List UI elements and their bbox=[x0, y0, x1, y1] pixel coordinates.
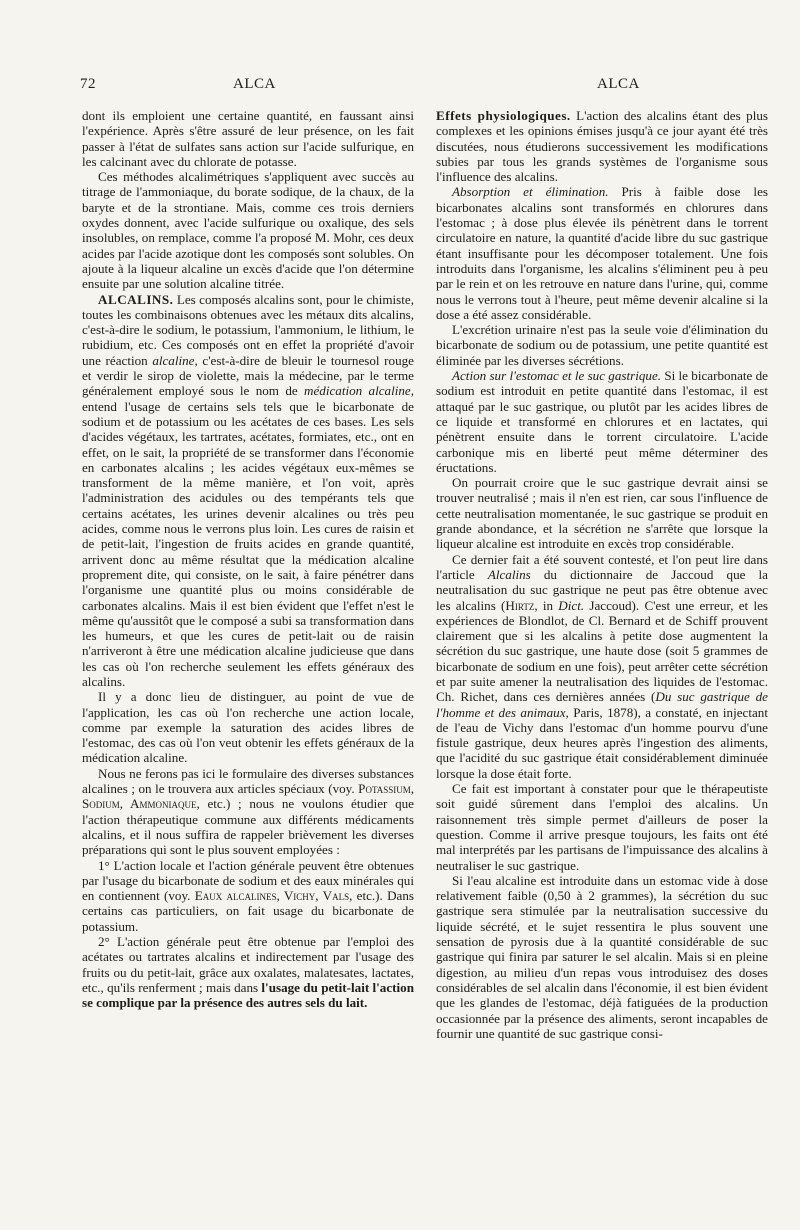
text-run: entend l'usage de certains sels tels que le bicarbonate de sodium et de potassium ou les acétates de ces bases. Les sels d'acides végétaux, les tartrates, acétates, formiates, etc., ont en effet, on le sait, la propriété de se transformer dans l'économie en carbonates alcalins ; les acides végétaux eux-mêmes se transforment de la même manière, et l'on voit, après l'administration des acidules ou des tempérants tels que certains acétates, les urines devenir alcalines ou très peu acides, comme nous le verrons plus loin. Les cures de raisin et de petit-lait, l'ingestion de fruits acides en grande quantité, arrivent donc au même résultat que la médication alcaline proprement dite, qui consiste, on le sait, à faire pénétrer dans l'organisme une quantité plus ou moins considérable de carbonates alcalins. Mais il est bien évident que l'effet n'est le même qu'aussitôt que le composé a subi sa transformation dans les humeurs, et que les cures de petit-lait ou de raisin n'arriveront à être une médication alcaline judicieuse que dans les cas où l'on recherche seulement les effets généraux des alcalins. bbox=[82, 398, 414, 689]
paragraph bbox=[436, 368, 768, 475]
text-run: Pris à faible dose les bicarbonates alcalins sont transformés en chlorures dans l'estomac ; à dose plus élevée ils pénètrent dans le torrent circulatoire en nature, la quantité d'acide libre du suc gastrique étant insuffisante pour les décomposer totalement. Une fois introduits dans l'organisme, les alcalins s'éliminent peu à peu par le rein et on les retrouve en nature dans l'urine, qui, comme nous le verrons tout à l'heure, peut même devenir alcaline si la dose a été assez considérable. bbox=[436, 184, 768, 322]
text-run: 2° L'action générale peut être obtenue par l'emploi des acétates ou tartrates alcalins et indirectement par l'usage des fruits ou du petit-lait, grâce aux oxalates, malatesates, lactates, etc., qu'ils renferment ; mais dans bbox=[82, 934, 414, 995]
cross-reference: Eaux alcalines, Vichy, Vals, bbox=[194, 888, 353, 904]
paragraph bbox=[436, 552, 768, 781]
text-run: du dictionnaire de Jaccoud que la neutralisation du suc gastrique ne peut pas être obtenue avec les alcalins ( bbox=[436, 566, 768, 613]
bold-text-run: l'usage du petit-lait l'action se complique par la présence des autres sels du lait. bbox=[82, 979, 414, 1011]
paragraph: On pourrait croire que le suc gastrique devrait ainsi se trouver neutralisé ; mais il n'en est rien, car sous l'influence de cette neutralisation momentanée, le suc gastrique se produit en grande abondance, et la sécrétion ne s'arrête que lorsque la liqueur alcaline est introduite en excès trop considérable. bbox=[436, 475, 768, 552]
left-running-head: ALCA bbox=[233, 76, 276, 92]
paragraph-alcalins bbox=[82, 292, 414, 690]
entry-heading: ALCALINS. bbox=[98, 291, 174, 307]
paragraph-effets bbox=[436, 108, 768, 184]
italic-term: Alcalins bbox=[487, 566, 531, 582]
paragraph: Si l'eau alcaline est introduite dans un estomac vide à dose relativement faible (0,50 à 2 grammes), la sécrétion du suc gastrique sera stimulée par la neutralisation successive du liquide sécrété, et le sujet ressentira le plus souvent une sensation de pyrosis due à la quantité considérable de suc gastrique qui finira par saturer le sel alcalin. Mais si en pleine digestion, au milieu d'un repas vous introduisez des doses considérables de sel alcalin dans l'économie, il est bien évident que les glandes de l'estomac, déjà fatiguées de la production occasionnée par la présence des aliments, seront incapables de fournir une quantité de suc gastrique consi- bbox=[436, 872, 768, 1041]
text-run: 1° L'action locale et l'action générale peuvent être obtenues par l'usage du bicarbonate de sodium et des eaux minérales qui en contiennent (voy. bbox=[82, 857, 414, 904]
cross-reference: Potassium, Sodium, Ammoniaque, bbox=[82, 781, 414, 812]
italic-term: alcaline, bbox=[152, 352, 198, 368]
italic-title: Du suc gastrique de l'homme et des animaux, bbox=[436, 689, 768, 720]
text-run: Ce dernier fait a été souvent contesté, et l'on peut lire dans l'article bbox=[436, 551, 768, 582]
author-reference: Hirtz, bbox=[505, 597, 538, 613]
text-run: L'action des alcalins étant des plus complexes et les opinions émises jusqu'à ce jour ayant été très discutées, nous étudierons successivement les modifications subies par tous les grands systèmes de l'organisme sous l'influence des alcalins. bbox=[436, 108, 768, 185]
paragraph: L'excrétion urinaire n'est pas la seule voie d'élimination du bicarbonate de sodium ou de potassium, une petite quantité est éliminée par les diverses sécrétions. bbox=[436, 322, 768, 368]
paragraph: Ces méthodes alcalimétriques s'appliquent avec succès au titrage de l'ammoniaque, du borate sodique, de la chaux, de la baryte et de la strontiane. Mais, comme ces trois derniers oxydes donnent, avec l'acide sulfurique ou oxalique, des sels insolubles, on remplace, comme l'a proposé M. Mohr, ces deux acides par l'acide azotique dont les composés sont solubles. On ajoute à la liqueur alcaline un excès d'acide que l'on détermine ensuite par une solution alcaline titrée. bbox=[82, 169, 414, 292]
section-heading: Effets physiologiques. bbox=[436, 108, 571, 123]
text-run: Paris, 1878), a constaté, en injectant de l'eau de Vichy dans l'estomac d'un homme pourvu d'une fistule gastrique, deux heures après l'ingestion des aliments, que l'acidité du suc gastrique était considérablement diminuée lorsque la dose était forte. bbox=[436, 704, 768, 781]
subsection-heading: Absorption et élimination. bbox=[452, 184, 609, 200]
text-run: etc.). Dans certains cas particuliers, on fait usage du bicarbonate de potassium. bbox=[82, 888, 414, 934]
paragraph: Il y a donc lieu de distinguer, au point de vue de l'application, les cas où l'on recherche une action locale, comme par exemple la saturation des acides libres de l'estomac, des cas où l'on veut obtenir les effets généraux de la médication alcaline. bbox=[82, 689, 414, 766]
italic-term: médication alcaline, bbox=[304, 383, 415, 399]
running-header bbox=[80, 76, 764, 100]
text-run: Nous ne ferons pas ici le formulaire des diverses substances alcalines ; on le trouvera aux articles spéciaux (voy. bbox=[82, 765, 414, 797]
paragraph bbox=[436, 184, 768, 322]
paragraph: dont ils emploient une certaine quantité, en faussant ainsi l'expérience. Après s'être assuré de leur présence, on les fait passer à l'état de sulfates sans action sur l'acide sulfurique, en les calcinant avec du chlorate de potasse. bbox=[82, 108, 414, 169]
italic-term: Dict. bbox=[558, 597, 585, 613]
left-column bbox=[82, 108, 414, 1011]
text-run: Si le bicarbonate de sodium est introduit en petite quantité dans l'estomac, il est attaqué par le suc gastrique, ou plutôt par les acides libres de ce liquide et transformé en chlorures et en lactates, qui pénètrent ensuite dans le torrent circulatoire. L'acide carbonique mis en liberté peut même déterminer des éructations. bbox=[436, 368, 768, 475]
text-run: etc.) ; nous ne voulons étudier que l'action thérapeutique commune aux différents médicaments alcalins, et il nous suffira de rappeler brièvement les diverses préparations qui sont le plus souvent employées : bbox=[82, 796, 414, 858]
list-item bbox=[82, 858, 414, 934]
right-column bbox=[436, 108, 768, 1041]
paragraph bbox=[82, 766, 414, 858]
text-run: Jaccoud). C'est une erreur, et les expériences de Blondlot, de Cl. Bernard et de Schiff prouvent clairement que si les alcalins à petite dose augmentent la sécrétion du suc gastrique, une haute dose (soit 5 grammes de bicarbonate de sodium en une fois), peut arrêter cette sécrétion et par suite amener la neutralisation des liquides de l'estomac. Ch. Richet, dans ces dernières années ( bbox=[436, 597, 768, 705]
subsection-heading: Action sur l'estomac et le suc gastrique. bbox=[452, 368, 662, 384]
text-run: c'est-à-dire de bleuir le tournesol rouge et verdir le sirop de violette, mais la médecine, par le terme généralement employé sous le nom de bbox=[82, 352, 414, 399]
text-run: Les composés alcalins sont, pour le chimiste, toutes les combinaisons obtenues avec les métaux dits alcalins, c'est-à-dire le sodium, le potassium, l'ammonium, le lithium, le rubidium, etc. Ces composés ont en effet la propriété d'avoir une réaction bbox=[82, 291, 414, 368]
page-number: 72 bbox=[80, 76, 96, 92]
right-running-head: ALCA bbox=[597, 76, 640, 92]
list-item bbox=[82, 934, 414, 1010]
paragraph: Ce fait est important à constater pour que le thérapeutiste soit guidé sûrement dans l'emploi des alcalins. Un raisonnement très simple permet d'ailleurs de poser la question. Comme il arrive presque toujours, les faits ont été mal interprétés par les partisans de l'impuissance des alcalins à neutraliser le suc gastrique. bbox=[436, 781, 768, 873]
text-run: in bbox=[537, 597, 559, 613]
